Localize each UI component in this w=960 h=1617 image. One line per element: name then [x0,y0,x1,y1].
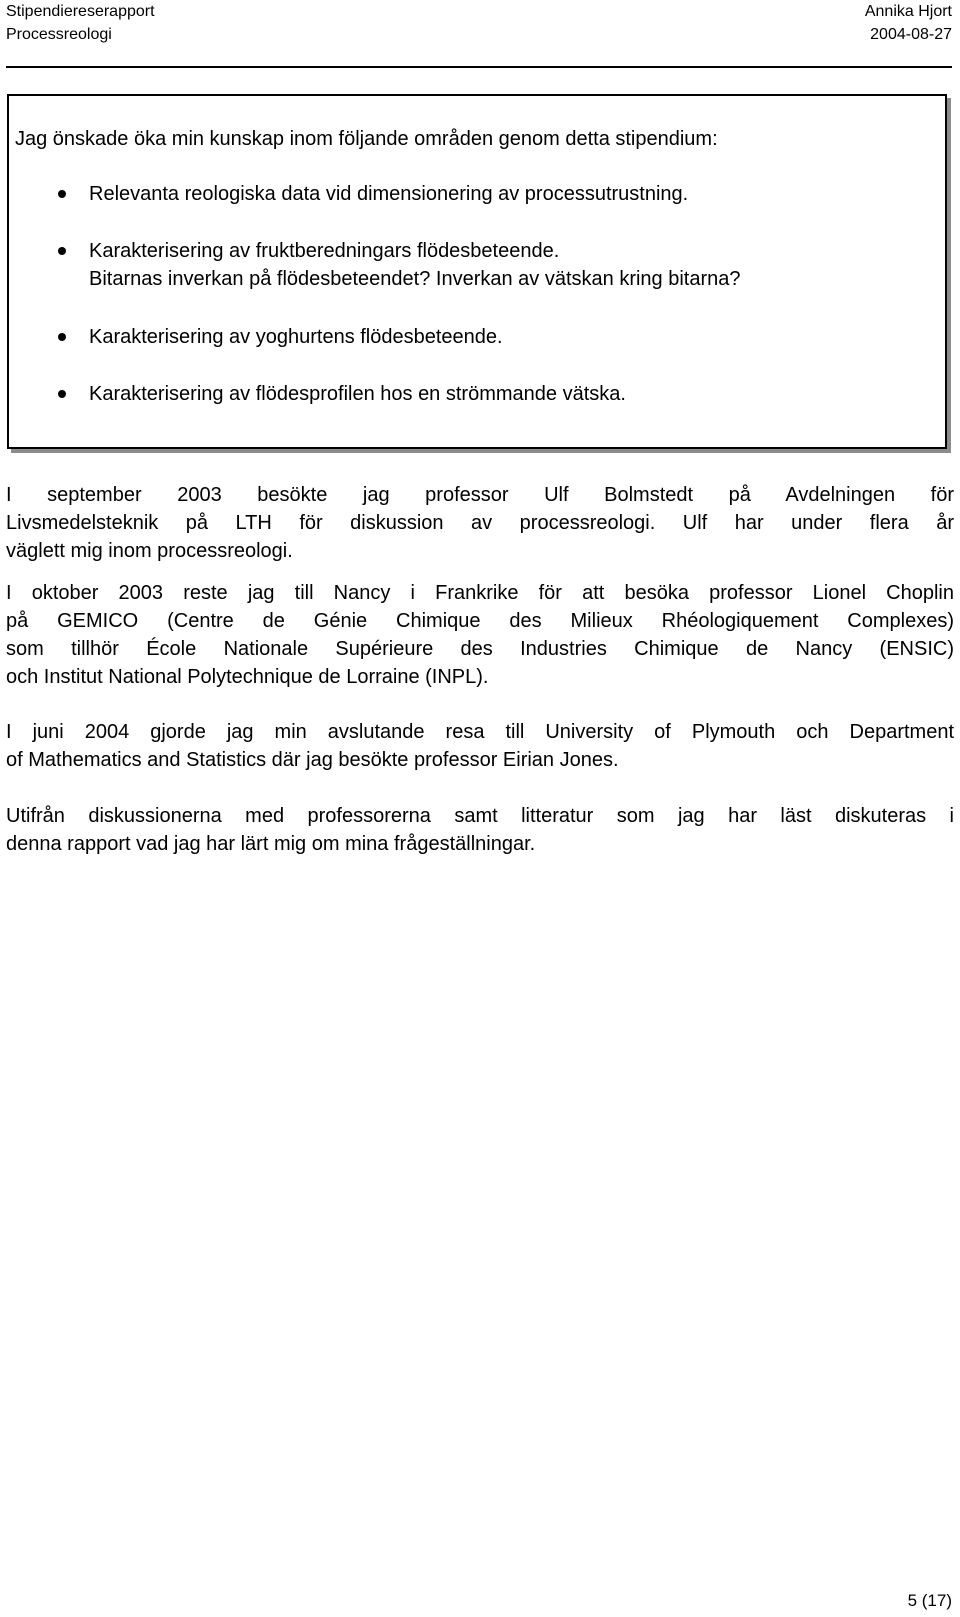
header-row-top [6,0,952,24]
goals-intro: Jag önskade öka min kunskap inom följande områden genom detta stipendium: [15,128,718,150]
page-header [6,0,952,68]
list-item-text: Bitarnas inverkan på flödesbeteendet? Inverkan av vätskan kring bitarna? [89,268,741,290]
paragraph-summary: Utifrån diskussionerna med professorerna samt litteratur som jag har läst diskuteras i denna rapport vad jag har lärt mig om mina frågeställningar. [6,805,954,855]
list-item-text: Karakterisering av flödesprofilen hos en strömmande vätska. [89,383,626,405]
page-number: 5 (17) [907,1591,952,1610]
paragraph-visit-plymouth: I juni 2004 gjorde jag min avslutande resa till University of Plymouth och Department of Mathematics and Statistics där jag besökte professor Eirian Jones. [6,721,954,771]
goals-box [7,94,947,449]
bullet-icon [58,247,66,255]
list-item-text: Relevanta reologiska data vid dimensionering av processutrustning. [89,183,689,205]
paragraph-visit-lth: I september 2003 besökte jag professor Ulf Bolmstedt på Avdelningen för Livsmedelsteknik på LTH för diskussion av processreologi. Ulf har under flera år väglett mig inom processreologi. [6,484,954,562]
report-date: 2004-08-27 [870,26,952,43]
list-item-text: Karakterisering av fruktberedningars flödesbeteende. [89,240,560,262]
bullet-icon [58,333,66,341]
report-title: Stipendiereserapport [6,3,155,20]
bullet-icon [58,390,66,398]
bullet-icon [58,190,66,198]
header-row-bottom [6,23,952,47]
list-item-text: Karakterisering av yoghurtens flödesbeteende. [89,326,503,348]
paragraph-visit-nancy: I oktober 2003 reste jag till Nancy i Frankrike för att besöka professor Lionel Choplin på GEMICO (Centre de Génie Chimique des Milieux Rhéologiquement Complexes) som tillhör École Nationale Supérieure des Industries Chimique de Nancy (ENSIC) och Institut National Polytechnique de Lorraine (INPL). [6,582,954,688]
author-name: Annika Hjort [864,3,952,20]
report-subject: Processreologi [6,26,112,43]
